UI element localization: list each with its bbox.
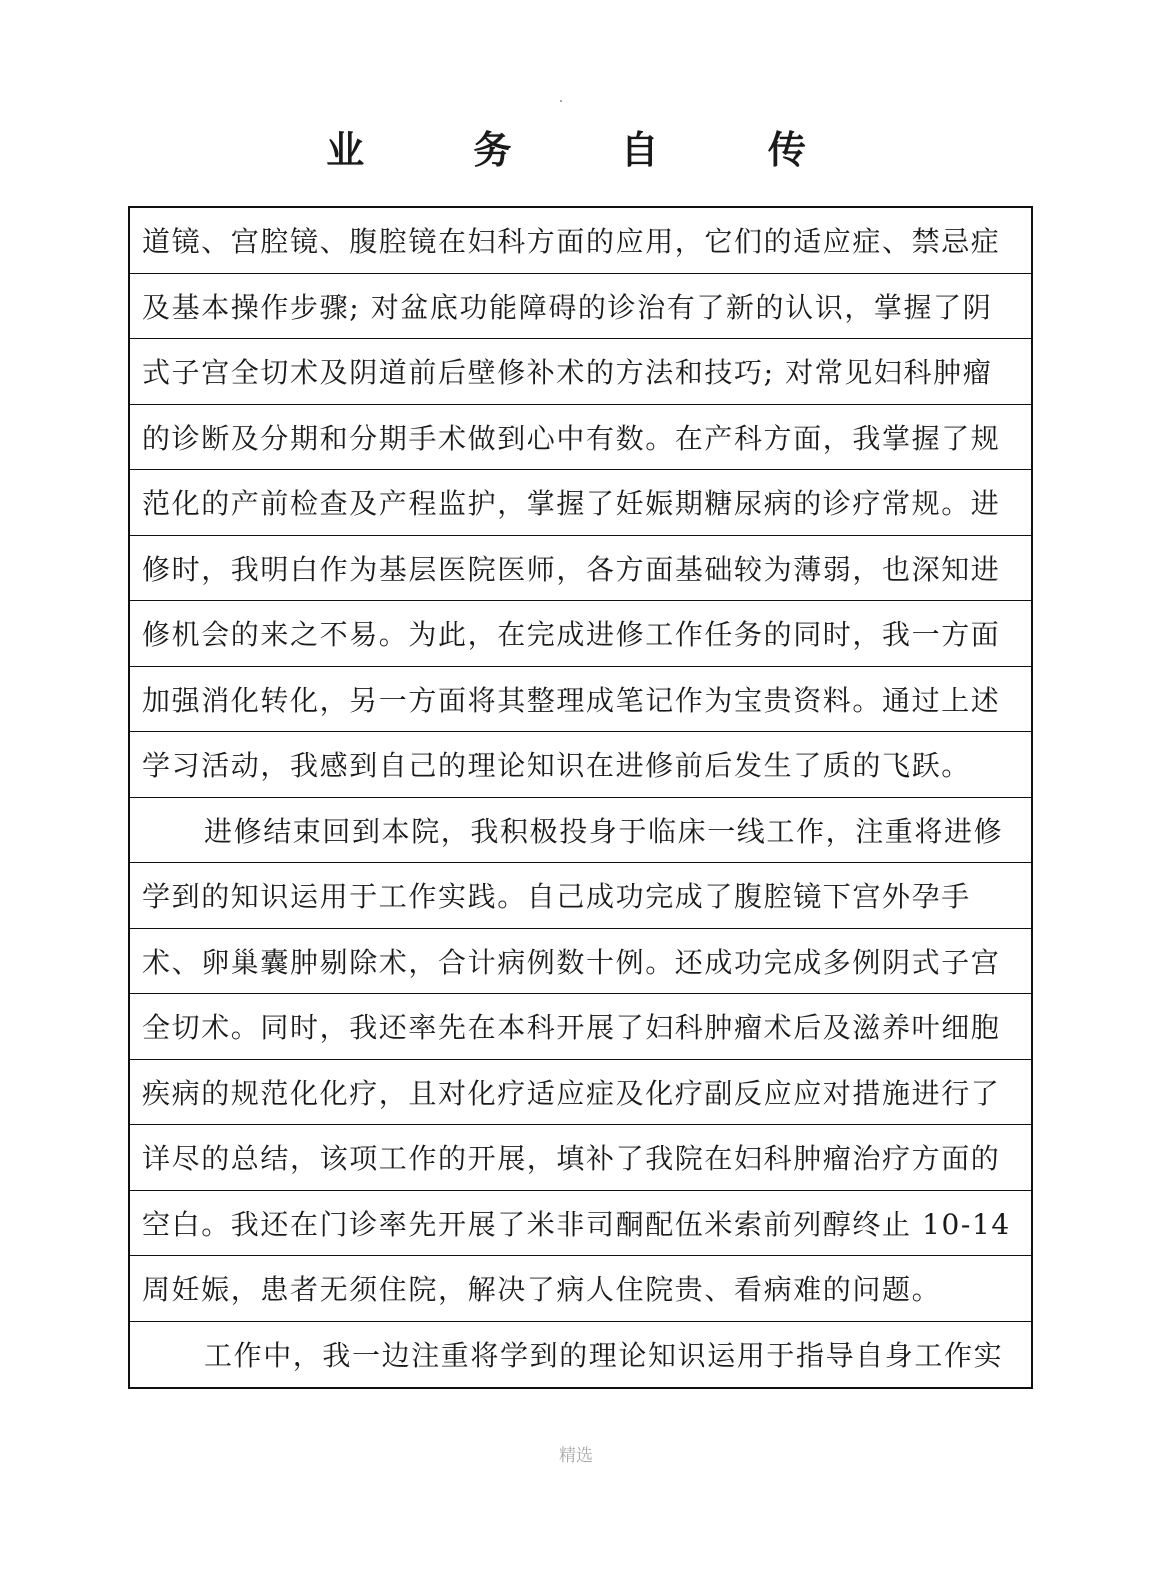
text-line: 术、卵巢囊肿剔除术，合计病例数十例。还成功完成多例阴式子宫 <box>142 945 1001 979</box>
page-title: 业 务 自 传 <box>326 128 854 172</box>
text-line-row <box>130 667 1031 733</box>
text-line: 加强消化转化，另一方面将其整理成笔记作为宝贵资料。通过上述 <box>142 683 1001 717</box>
text-line-row <box>130 274 1031 340</box>
text-line: 详尽的总结，该项工作的开展，填补了我院在妇科肿瘤治疗方面的 <box>142 1142 1001 1176</box>
text-line: 式子宫全切术及阴道前后壁修补术的方法和技巧; 对常见妇科肿瘤 <box>142 356 993 390</box>
text-line-row <box>130 1322 1031 1388</box>
text-line: 学习活动，我感到自己的理论知识在进修前后发生了质的飞跃。 <box>142 749 971 783</box>
text-line-row <box>130 1125 1031 1191</box>
text-line: 及基本操作步骤; 对盆底功能障碍的诊治有了新的认识，掌握了阴 <box>142 290 993 324</box>
text-line-row <box>130 208 1031 274</box>
text-line-row <box>130 994 1031 1060</box>
dot-mark <box>560 100 562 102</box>
text-line: 疾病的规范化化疗，且对化疗适应症及化疗副反应应对措施进行了 <box>142 1076 1001 1110</box>
text-line-row <box>130 732 1031 798</box>
text-line: 范化的产前检查及产程监护，掌握了妊娠期糖尿病的诊疗常规。进 <box>142 487 1001 521</box>
text-line-row <box>130 601 1031 667</box>
text-line-row <box>130 1256 1031 1322</box>
text-line: 工作中，我一边注重将学到的理论知识运用于指导自身工作实 <box>204 1339 1004 1373</box>
text-line-row <box>130 339 1031 405</box>
text-line-row <box>130 470 1031 536</box>
footer-watermark: 精选 <box>559 1446 593 1466</box>
text-line-row <box>130 1060 1031 1126</box>
text-line: 道镜、宫腔镜、腹腔镜在妇科方面的应用，它们的适应症、禁忌症 <box>142 225 1001 259</box>
text-line: 全切术。同时，我还率先在本科开展了妇科肿瘤术后及滋养叶细胞 <box>142 1011 1001 1045</box>
text-line: 修时，我明白作为基层医院医师，各方面基础较为薄弱，也深知进 <box>142 552 1001 586</box>
ruled-text-table <box>128 206 1033 1389</box>
text-line-row <box>130 405 1031 471</box>
text-line-row <box>130 929 1031 995</box>
text-line: 的诊断及分期和分期手术做到心中有数。在产科方面，我掌握了规 <box>142 421 1001 455</box>
text-line: 修机会的来之不易。为此，在完成进修工作任务的同时，我一方面 <box>142 618 1001 652</box>
text-line-row <box>130 536 1031 602</box>
text-line-row <box>130 798 1031 864</box>
text-line: 周妊娠，患者无须住院，解决了病人住院贵、看病难的问题。 <box>142 1273 942 1307</box>
text-line-row <box>130 1191 1031 1257</box>
text-line: 空白。我还在门诊率先开展了米非司酮配伍米索前列醇终止 10-14 <box>142 1207 1011 1241</box>
text-line: 进修结束回到本院，我积极投身于临床一线工作，注重将进修 <box>204 814 1004 848</box>
text-line-row <box>130 863 1031 929</box>
text-line: 学到的知识运用于工作实践。自己成功完成了腹腔镜下宫外孕手 <box>142 880 971 914</box>
